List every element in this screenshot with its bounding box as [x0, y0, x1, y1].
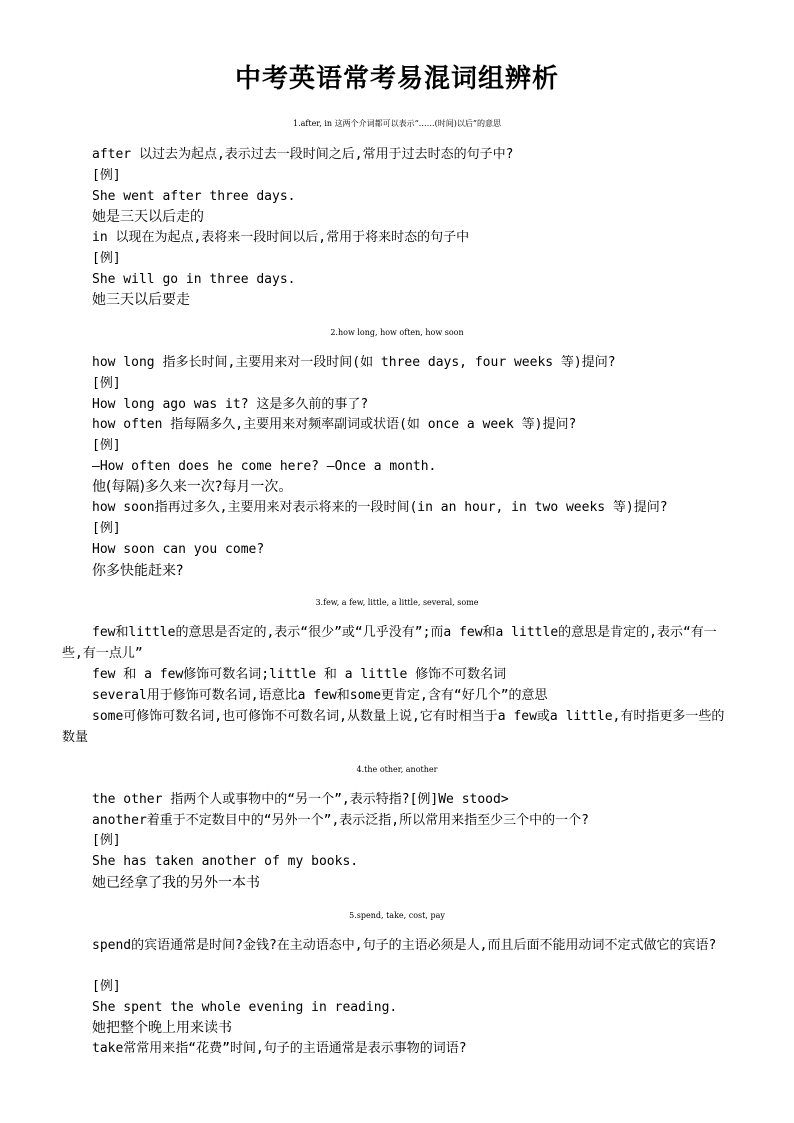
section-heading-1: 1.after, in 这两个介词都可以表示“……(时间)以后”的意思 — [292, 119, 502, 128]
text-line: how long 指多长时间,主要用来对一段时间(如 three days, four weeks 等)提问? — [92, 355, 616, 370]
text-line: 她是三天以后走的 — [92, 209, 204, 225]
text-line: after 以过去为起点,表示过去一段时间之后,常用于过去时态的句子中? — [92, 147, 514, 162]
text-line: [例] — [92, 521, 121, 536]
text-line: how often 指每隔多久,主要用来对频率副词或状语(如 once a week 等)提问? — [92, 417, 577, 432]
text-line: take常常用来指“花费”时间,句子的主语通常是表示事物的词语? — [92, 1041, 467, 1056]
text-line: several用于修饰可数名词,语意比a few和some更肯定,含有“好几个”的意思 — [92, 688, 548, 703]
text-line: 她把整个晚上用来读书 — [92, 1020, 232, 1036]
text-line: She will go in three days. — [92, 272, 296, 287]
section-heading-5: 5.spend, take, cost, pay — [349, 911, 445, 920]
text-line: few 和 a few修饰可数名词;little 和 a little 修饰不可数名词 — [92, 667, 507, 682]
text-line: 她三天以后要走 — [92, 292, 190, 308]
paragraph: spend的宾语通常是时间?金钱?在主动语态中,句子的主语必须是人,而且后面不能用动词不定式做它的宾语? — [92, 938, 717, 953]
section-heading-2: 2.how long, how often, how soon — [330, 328, 464, 337]
text-line: 他(每隔)多久来一次?每月一次。 — [92, 479, 293, 495]
text-line: [例] — [92, 376, 121, 391]
text-line: [例] — [92, 168, 121, 183]
paragraph: few和little的意思是否定的,表示“很少”或“几乎没有”;而a few和a little的意思是肯定的,表示“有一些,有一点儿” — [62, 625, 717, 661]
text-line: She went after three days. — [92, 189, 296, 204]
text-line: She has taken another of my books. — [92, 854, 359, 869]
section-heading-3: 3.few, a few, little, a little, several, some — [315, 598, 479, 607]
text-line: the other 指两个人或事物中的“另一个”,表示特指?[例]We stood> — [92, 792, 509, 807]
text-line: another着重于不定数目中的“另外一个”,表示泛指,所以常用来指至少三个中的一个? — [92, 813, 589, 828]
text-line: —How often does he come here? —Once a month. — [92, 459, 437, 474]
text-line: [例] — [92, 438, 121, 453]
paragraph: some可修饰可数名词,也可修饰不可数名词,从数量上说,它有时相当于a few或a little,有时指更多一些的数量 — [62, 709, 725, 745]
text-line: She spent the whole evening in reading. — [92, 1000, 398, 1015]
text-line: [例] — [92, 979, 121, 994]
text-line: [例] — [92, 251, 121, 266]
text-line: in 以现在为起点,表将来一段时间以后,常用于将来时态的句子中 — [92, 230, 470, 245]
section-heading-4: 4.the other, another — [356, 765, 438, 774]
text-line: 她已经拿了我的另外一本书 — [92, 875, 260, 891]
text-line: [例] — [92, 833, 121, 848]
text-line: How long ago was it? 这是多久前的事了? — [92, 397, 369, 412]
text-line: How soon can you come? — [92, 542, 265, 557]
text-line: how soon指再过多久,主要用来对表示将来的一段时间(in an hour, in two weeks 等)提问? — [92, 500, 668, 515]
text-line: 你多快能赶来? — [92, 563, 184, 579]
page-title: 中考英语常考易混词组辨析 — [234, 64, 559, 94]
